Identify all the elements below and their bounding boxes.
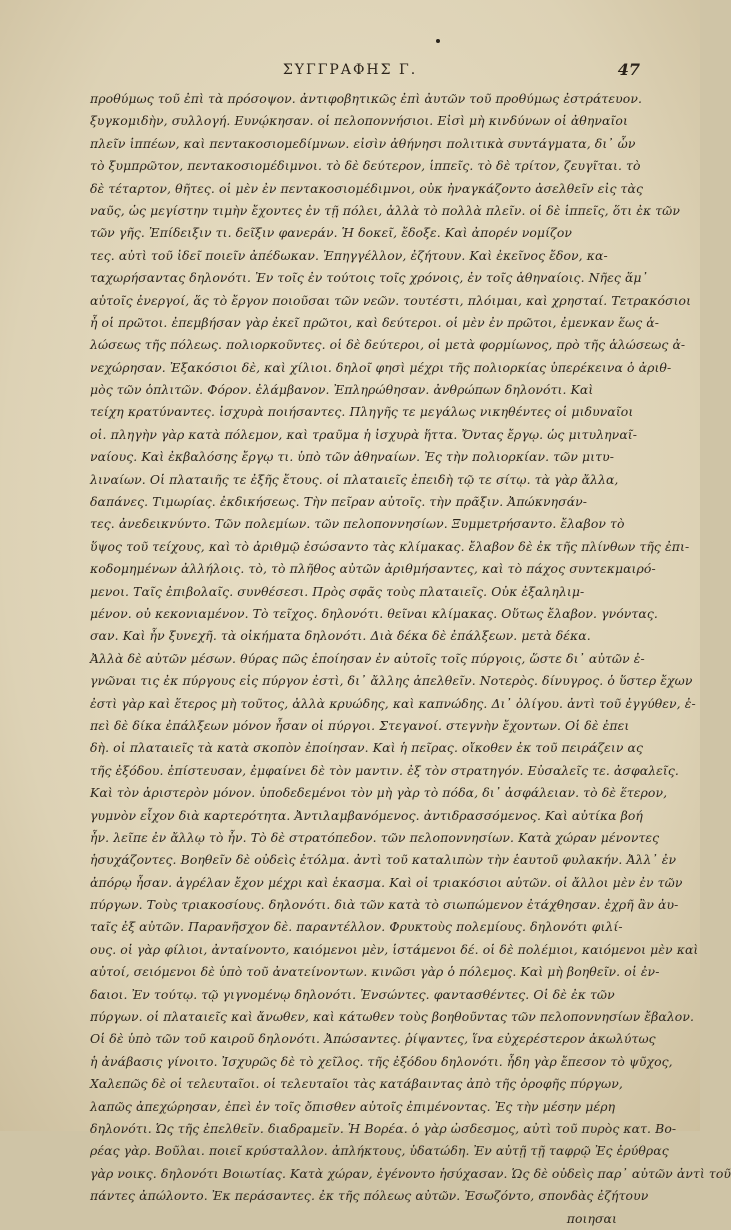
text-line: μὸς τῶν ὁπλιτῶν. Φόρον. ἐλάμβανον. Ἐπληρώθησαν. ἀνθρώπων δηλονότι. Καὶ bbox=[90, 382, 594, 398]
text-line: Χαλεπῶς δὲ οἱ τελευταῖοι. οἱ τελευταῖοι τὰς κατάβαιντας ἀπὸ τῆς ὀροφῆς πύργων, bbox=[90, 1076, 623, 1092]
text-line: αὐτοί, σειόμενοι δὲ ὑπὸ τοῦ ἀνατείνοντων. κινῶσι γὰρ ὁ πόλεμος. Καὶ μὴ βοηθεῖν. οἱ ἐν- bbox=[90, 964, 660, 980]
text-line: μενοι. Ταῖς ἐπιβολαῖς. συνθέσεσι. Πρὸς σφᾶς τοὺς πλαταιεῖς. Οὐκ ἐξαληλιμ- bbox=[90, 583, 585, 599]
text-line: ὕψος τοῦ τείχους, καὶ τὸ ἀριθμῷ ἐσώσαντο τὰς κλίμακας. ἔλαβον δὲ ἐκ τῆς πλίνθων τῆς ἐπι- bbox=[90, 538, 690, 554]
text-line: μένον. οὐ κεκονιαμένον. Τὸ τεῖχος. δηλονότι. θεῖναι κλίμακας. Οὕτως ἔλαβον. γνόντας. bbox=[90, 605, 658, 621]
text-line: προθύμως τοῦ ἐπὶ τὰ πρόσοψον. ἀντιφοβητικῶς ἐπὶ ἀυτῶν τοῦ προθύμως ἐστράτευον. bbox=[90, 91, 642, 106]
text-line: πύργων. Τοὺς τριακοσίους. δηλονότι. διὰ τῶν κατὰ τὸ σιωπώμενον ἐτάχθησαν. ἐχρῆ ἂν ἀυ- bbox=[90, 897, 679, 913]
text-line: πλεῖν ἱππέων, καὶ πεντακοσιομεδίμνων. εἰσὶν ἀθήνησι πολιτικὰ συντάγματα, δι᾽ ὧν bbox=[90, 135, 636, 151]
text-line: κοδομημένων ἀλλήλοις. τὸ, τὸ πλῆθος αὐτῶν ἀριθμήσαντες, καὶ τὸ πάχος συντεκμαιρό- bbox=[90, 561, 656, 577]
ink-dot bbox=[436, 39, 440, 43]
text-line: νεχώρησαν. Ἐξακόσιοι δὲ, καὶ χίλιοι. δηλοῖ φησὶ μέχρι τῆς πολιορκίας ὑπερέκεινα ὁ ἀριθ- bbox=[90, 359, 672, 375]
text-line: τείχη κρατύναντες. ἰσχυρὰ ποιήσαντες. Πληγῆς τε μεγάλως νικηθέντες οἱ μιδυναῖοι bbox=[90, 404, 634, 420]
text-line: γὰρ νοικς. δηλονότι Βοιωτίας. Κατὰ χώραν, ἐγένοντο ἡσύχασαν. Ὡς δὲ οὐδεὶς παρ᾽ αὐτῶν ἀντὶ τοῦ bbox=[90, 1165, 731, 1181]
text-line: τῶν γῆς. Ἐπίδειξιν τι. δεῖξιν φανεράν. Ἡ δοκεῖ, ἔδοξε. Καὶ ἀπορέν νομίζον bbox=[90, 225, 573, 241]
text-line: ταῖς ἐξ αὐτῶν. Παρανῆσχον δὲ. παραντέλλον. Φρυκτοὺς πολεμίους. δηλονότι φιλί- bbox=[90, 919, 623, 935]
text-line: Ἀλλὰ δὲ αὐτῶν μέσων. θύρας πῶς ἐποίησαν ἐν αὐτοῖς τοῖς πύργοις, ὥστε δι᾽ αὐτῶν ἐ- bbox=[90, 650, 645, 666]
text-line: τες. αὐτὶ τοῦ ἰδεῖ ποιεῖν ἀπέδωκαν. Ἐπηγγέλλον, ἐζήτουν. Καὶ ἐκεῖνος ἔδον, κα- bbox=[90, 247, 608, 263]
text-line: ους. οἱ γὰρ φίλιοι, ἀνταίνοντο, καιόμενοι μὲν, ἱστάμενοι δέ. οἱ δὲ πολέμιοι, καιόμενοι μὲν καὶ bbox=[90, 941, 699, 957]
text-line: δὴ. οἱ πλαταιεῖς τὰ κατὰ σκοπὸν ἐποίησαν. Καὶ ἡ πεῖρας. οἴκοθεν ἐκ τοῦ πειράζειν ας bbox=[90, 740, 644, 756]
text-line: ταχωρήσαντας δηλονότι. Ἐν τοῖς ἐν τούτοις τοῖς χρόνοις, ἐν τοῖς ἀθηναίοις. Νῆες ἅμ᾽ bbox=[90, 270, 648, 286]
text-line: τες. ἀνεδεικνύντο. Τῶν πολεμίων. τῶν πελοποννησίων. Ξυμμετρήσαντο. ἔλαβον τὸ bbox=[90, 516, 625, 532]
text-line: ἡ ἀνάβασις γίνοιτο. Ἰσχυρῶς δὲ τὸ χεῖλος. τῆς ἐξόδου δηλονότι. ἦδη γὰρ ἔπεσον τὸ ψῦχος, bbox=[90, 1053, 673, 1069]
text-line: ἦ οἱ πρῶτοι. ἐπεμβήσαν γὰρ ἐκεῖ πρῶτοι, καὶ δεύτεροι. οἱ μὲν ἐν πρῶτοι, ἐμενκαν ἕως ἁ- bbox=[90, 314, 660, 330]
text-line: ἐστὶ γὰρ καὶ ἕτερος μὴ τοῦτος, ἀλλὰ κρυώδης, καὶ καπνώδης. Δι᾽ ὀλίγου. ἀντὶ τοῦ ἐγγύθεν, ἐ- bbox=[90, 695, 696, 711]
text-line: ἦν. λεῖπε ἐν ἄλλῳ τὸ ἦν. Τὸ δὲ στρατόπεδον. τῶν πελοποννησίων. Κατὰ χώραν μένοντες bbox=[90, 829, 660, 845]
text-line: ἀπόρῳ ἦσαν. ἀγρέλαν ἔχον μέχρι καὶ ἑκασμα. Καὶ οἱ τριακόσιοι αὐτῶν. οἱ ἄλλοι μὲν ἐν τῶν bbox=[90, 874, 683, 890]
text-line: γνῶναι τις ἐκ πύργους εἰς πύργον ἐστὶ, δι᾽ ἄλλης ἀπελθεῖν. Νοτερὸς. δίνυγρος. ὁ ὕστερ ἔχων bbox=[90, 673, 693, 689]
page-header bbox=[60, 62, 640, 82]
text-line: ἡσυχάζοντες. Βοηθεῖν δὲ οὐδεὶς ἐτόλμα. ἀντὶ τοῦ καταλιπὼν τὴν ἑαυτοῦ φυλακήν. Ἀλλ᾽ ἐν bbox=[90, 852, 677, 868]
text-line: δὲ τέταρτον, θῆτες. οἱ μὲν ἐν πεντακοσιομέδιμνοι, οὐκ ἠναγκάζοντο ἀσελθεῖν εἰς τὰς bbox=[90, 180, 643, 196]
text-line: δαπάνες. Τιμωρίας. ἐκδικήσεως. Τὴν πεῖραν αὐτοῖς. τὴν πρᾶξιν. Ἀπώκνησάν- bbox=[90, 494, 588, 510]
text-line: ρέας γὰρ. Βοῦλαι. ποιεῖ κρύσταλλον. ἀπλήκτους, ὑδατώδη. Ἐν αὐτῇ τῇ ταφρῷ Ἐς ἐρύθρας bbox=[90, 1143, 669, 1159]
text-line: ναίους. Καὶ ἐκβαλόσης ἔργῳ τι. ὑπὸ τῶν ἀθηναίων. Ἐς τὴν πολιορκίαν. τῶν μιτυ- bbox=[90, 449, 614, 465]
text-line: λώσεως τῆς πόλεως. πολιορκοῦντες. οἱ δὲ δεύτεροι, οἱ μετὰ φορμίωνος, πρὸ τῆς ἁλώσεως ἀ- bbox=[90, 337, 686, 353]
text-line: γυμνὸν εἶχον διὰ καρτερότητα. Ἀντιλαμβανόμενος. ἀντιδρασσόμενος. Καὶ αὐτίκα βοή bbox=[90, 807, 643, 823]
text-line: Οἱ δὲ ὑπὸ τῶν τοῦ καιροῦ δηλονότι. Ἀπώσαντες. ῥίψαντες, ἵνα εὐχερέστερον ἀκωλύτως bbox=[90, 1031, 656, 1047]
text-line: τὸ ξυμπρῶτον, πεντακοσιομέδιμνοι. τὸ δὲ δεύτερον, ἱππεῖς. τὸ δὲ τρίτον, ζευγῖται. τὸ bbox=[90, 158, 641, 174]
scholia-text-block bbox=[90, 88, 731, 1230]
text-line: λαπῶς ἀπεχώρησαν, ἐπεὶ ἐν τοῖς ὄπισθεν αὐτοῖς ἐπιμένοντας. Ἐς τὴν μέσην μέρη bbox=[90, 1098, 616, 1114]
text-line: ξυγκομιδὴν, συλλογή. Ευνῴκησαν. οἱ πελοποννήσιοι. Εἰσὶ μὴ κινδύνων οἱ ἀθηναῖοι bbox=[90, 113, 628, 129]
text-line: δηλονότι. Ὡς τῆς ἐπελθεῖν. διαδραμεῖν. Ἡ Βορέα. ὁ γὰρ ὠσδεσμος, αὐτὶ τοῦ πυρὸς κατ. Βο- bbox=[90, 1120, 677, 1136]
text-line: τῆς ἐξόδου. ἐπίστευσαν, ἐμφαίνει δὲ τὸν μαντιν. ἐξ τὸν στρατηγόν. Εὐσαλεῖς τε. ἀσφαλεῖς. bbox=[90, 762, 679, 778]
text-line: οἱ. πληγὴν γὰρ κατὰ πόλεμον, καὶ τραῦμα ἡ ἰσχυρὰ ἥττα. Ὄντας ἔργῳ. ὡς μιτυληναῖ- bbox=[90, 426, 638, 442]
text-line: Καὶ τὸν ἀριστερὸν μόνον. ὑποδεδεμένοι τὸν μὴ γὰρ τὸ πόδα, δι᾽ ἀσφάλειαν. τὸ δὲ ἕτερον, bbox=[90, 785, 668, 801]
text-line: λιναίων. Οἱ πλαταιῆς τε ἐξῆς ἔτους. οἱ πλαταιεῖς ἐπειδὴ τῷ τε σίτῳ. τὰ γὰρ ἄλλα, bbox=[90, 471, 619, 487]
running-title: ΣΥΓΓΡΑΦΗΣ Γ. bbox=[282, 62, 418, 78]
catchword: ποιησαι bbox=[566, 1210, 617, 1226]
page-number: 47 bbox=[617, 60, 640, 79]
text-line: σαν. Καὶ ἦν ξυνεχῆ. τὰ οἰκήματα δηλονότι. Διὰ δέκα δὲ ἐπάλξεων. μετὰ δέκα. bbox=[90, 628, 591, 644]
text-line: πύργων. οἱ πλαταιεῖς καὶ ἄνωθεν, καὶ κάτωθεν τοὺς βοηθοῦντας τῶν πελοποννησίων ἔβαλον. bbox=[90, 1009, 695, 1025]
text-line: αὐτοῖς ἐνεργοί, ἅς τὸ ἔργον ποιοῦσαι τῶν νεῶν. τουτέστι, πλόιμαι, καὶ χρησταί. Τετρακόσιοι bbox=[90, 292, 692, 308]
text-line: δαιοι. Ἐν τούτῳ. τῷ γιγνομένῳ δηλονότι. Ἐνσώντες. φαντασθέντες. Οἱ δὲ ἐκ τῶν bbox=[90, 986, 615, 1002]
text-line: ναῦς, ὡς μεγίστην τιμὴν ἔχοντες ἐν τῇ πόλει, ἀλλὰ τὸ πολλὰ πλεῖν. οἱ δὲ ἱππεῖς, ὅτι ἐκ τῶν bbox=[90, 202, 681, 218]
text-line: πεὶ δὲ δίκα ἐπάλξεων μόνον ἦσαν οἱ πύργοι. Στεγανοί. στεγνὴν ἔχοντων. Οἱ δὲ ἐπει bbox=[90, 717, 630, 733]
text-line: πάντες ἀπώλοντο. Ἐκ περάσαντες. ἐκ τῆς πόλεως αὐτῶν. Ἐσωζόντο, σπονδὰς ἐζήτουν bbox=[90, 1188, 649, 1204]
